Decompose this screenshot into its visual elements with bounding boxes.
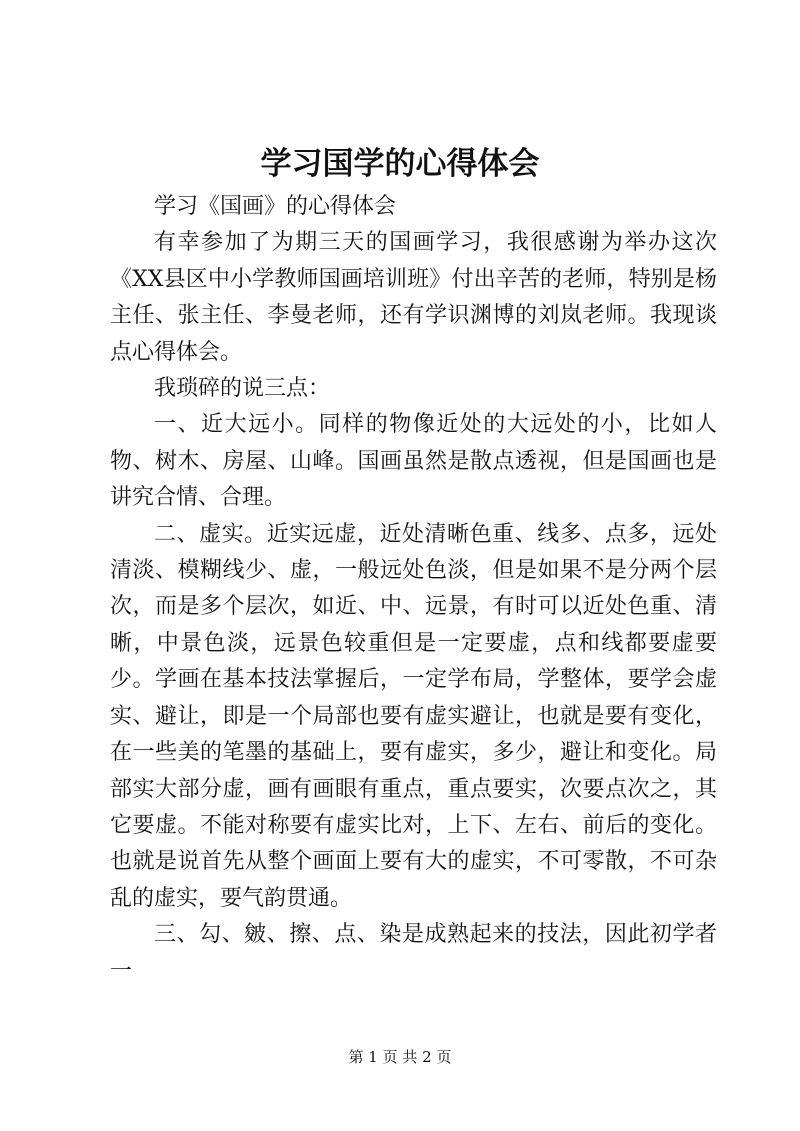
intro-paragraph: 有幸参加了为期三天的国画学习，我很感谢为举办这次《XX县区中小学教师国画培训班》付出辛苦的老师，特别是杨主任、张主任、李曼老师，还有学识渊博的刘岚老师。我现谈点心得体会。 (110, 230, 717, 365)
page-footer: 第 1 页 共 2 页 (348, 1048, 452, 1066)
point-two-paragraph: 二、虚实。近实远虚，近处清晰色重、线多、点多，远处清淡、模糊线少、虚，一般远处色淡，但是如果不是分两个层次，而是多个层次，如近、中、远景，有时可以近处色重、清晰，中景色淡，远景色较重但是一定要虚，点和线都要虚要少。学画在基本技法掌握后，一定学布局，学整体，要学会虚实、避让，即是一个局部也要有虚实避让，也就是要有变化，在一些美的笔墨的基础上，要有虚实，多少，避让和变化。局部实大部分虚，画有画眼有重点，重点要实，次要点次之，其它要虚。不能对称要有虚实比对，上下、左右、前后的变化。也就是说首先从整个画面上要有大的虚实，不可零散，不可杂乱的虚实，要气韵贯通。 (110, 521, 717, 911)
points-intro-paragraph: 我琐碎的说三点： (154, 376, 331, 402)
document-body (110, 189, 717, 990)
point-three-paragraph: 三、勾、皴、擦、点、染是成熟起来的技法，因此初学者一 (110, 922, 717, 984)
subtitle-paragraph: 学习《国画》的心得体会 (154, 194, 397, 219)
point-one-paragraph: 一、近大远小。同样的物像近处的大远处的小，比如人物、树木、房屋、山峰。国画虽然是散点透视，但是国画也是讲究合情、合理。 (110, 412, 717, 511)
document-title: 学习国学的心得体会 (260, 146, 540, 182)
